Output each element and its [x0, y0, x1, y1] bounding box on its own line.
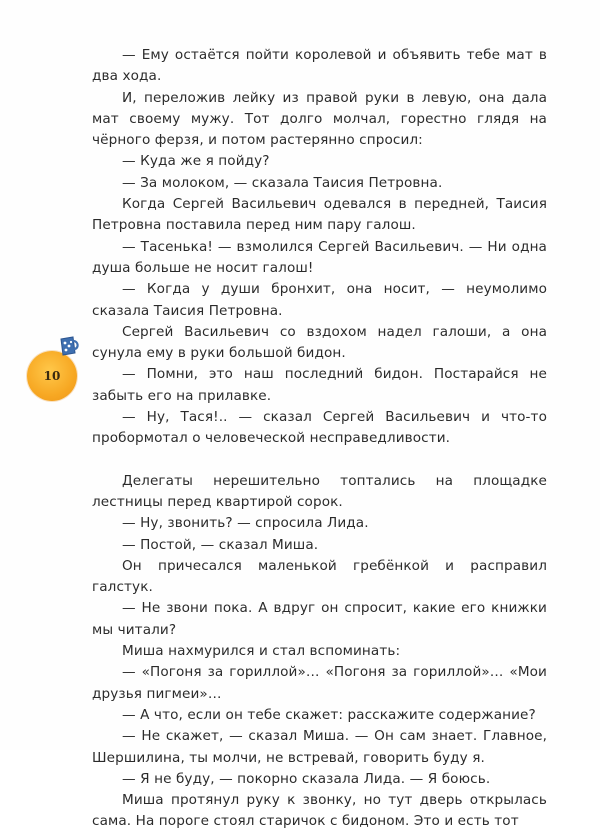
paragraph: — А что, если он тебе скажет: расскажите содержание?	[122, 706, 536, 723]
paragraph: — Куда же я пойду?	[122, 153, 270, 170]
paragraph: — «Погоня за гориллой»… «Погоня за гориллой»… «Мои друзья пигмеи»…	[92, 664, 547, 702]
paragraph: — Не звони пока. А вдруг он спросит, какие его книжки мы читали?	[92, 600, 547, 638]
paragraph: — Постой, — сказал Миша.	[122, 536, 319, 553]
paragraph: И, переложив лейку из правой руки в левую, она дала мат своему мужу. Тот долго молчал, горестно глядя на чёрного ферзя, и потом растерянно спросил:	[92, 89, 547, 149]
body-text	[92, 45, 547, 833]
paragraph: — Я не буду, — покорно сказала Лида. — Я боюсь.	[122, 770, 491, 787]
paragraph: — Когда у души бронхит, она носит, — неумолимо сказала Таисия Петровна.	[92, 281, 547, 319]
paragraph: — Тасенька! — взмолился Сергей Васильевич. — Ни одна душа больше не носит галош!	[92, 238, 547, 276]
paragraph: — За молоком, — сказала Таисия Петровна.	[122, 174, 443, 191]
paragraph: Миша нахмурился и стал вспоминать:	[122, 643, 401, 660]
paragraph: — Ну, Тася!.. — сказал Сергей Васильевич и что-то пробормотал о человеческой несправедливости.	[92, 409, 547, 447]
paragraph: Сергей Васильевич со вздохом надел галоши, а она сунула ему в руки большой бидон.	[92, 323, 547, 362]
paragraph: — Ну, звонить? — спросила Лида.	[122, 515, 369, 532]
section-break	[92, 450, 547, 471]
paragraph: — Не скажет, — сказал Миша. — Он сам знает. Главное, Шершилина, ты молчи, не встревай, говорить буду я.	[92, 728, 547, 766]
paragraph: Делегаты нерешительно топтались на площадке лестницы перед квартирой сорок.	[92, 472, 547, 510]
paragraph: Когда Сергей Васильевич одевался в передней, Таисия Петровна поставила перед ним пару галош.	[92, 196, 547, 234]
paragraph: Миша протянул руку к звонку, но тут дверь открылась сама. На пороге стоял старичок с бидоном. Это и есть тот	[92, 792, 547, 830]
paragraph: — Помни, это наш последний бидон. Постарайся не забыть его на прилавке.	[92, 366, 547, 404]
paragraph: Он причесался маленькой гребёнкой и расправил галстук.	[92, 557, 547, 596]
page-number-badge	[27, 333, 89, 405]
page-number: 10	[43, 369, 61, 383]
paragraph: — Ему остаётся пойти королевой и объявить тебе мат в два хода.	[92, 47, 547, 85]
